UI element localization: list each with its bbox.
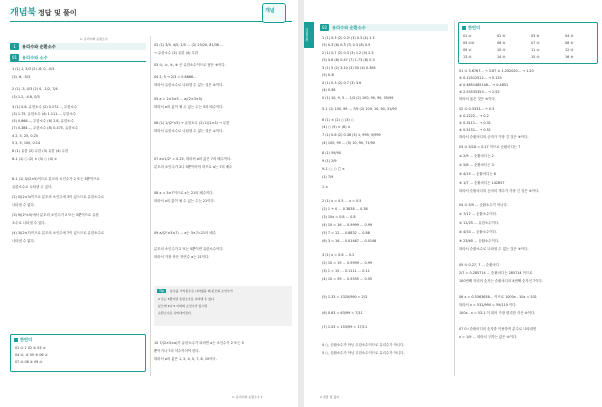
solution-line: ④ 4/15 … 순환마디는 6 (459, 172, 496, 176)
grid-cell: 10 ③ (497, 48, 506, 52)
solution-line: 06 x = 0.5363636… 이므로 1000x - 10x = 531 (459, 295, 537, 299)
grid-cell: 09 ② (463, 48, 472, 52)
side-tab-label: 정답과풀이 (304, 28, 309, 42)
solution-line: ⑤ 2.53535353… → 2.53 (459, 90, 500, 94)
solution-line: 뿐이거나 7의 약수이어야 한다. (154, 349, 200, 353)
practice-line: 07 ④ 08 ③ 09 ① (15, 360, 43, 364)
answer-line: 2 (1) 0.7 (2) 0.3 (3) 1.2 (4) 2.3 (322, 51, 374, 55)
answer-line: (4) 0.36 (322, 88, 336, 92)
answer-line: (2) 5/(2×3)이므로 분모의 소인수에 3이 있으므로 유한소수로 (12, 195, 105, 199)
logo-icon (262, 3, 286, 23)
bullet-icon (462, 26, 466, 30)
grid-cell: 12 ③ (565, 48, 574, 52)
solution-line: 04 2, 5 → 2/3 = 0.6666… (154, 75, 197, 79)
answer-line: 5 ○, 순환소수가 아닌 무한소수이므로 유리수가 아니다. (322, 351, 405, 355)
solution-line: 따라서 유한소수로 나타낼 수 없는 것은 ②이다. (154, 129, 224, 133)
solution-line: 따라서 순환마디의 숫자가 가장 긴 것은 ⑤이다. (459, 135, 529, 139)
answer-line: (6) 0.63 = 63/99 = 7/11 (322, 311, 363, 315)
solution-line: 05 ① 0.27, 7 … 순환마디 (459, 263, 500, 267)
answer-line: (4) 100, 99 … (5) 10, 90, 71/90 (322, 141, 375, 145)
grid-cell: 01 ② (463, 34, 472, 38)
answer-line: (6) 3 = 16 … 0.01467 … 0.0146 (322, 239, 377, 243)
solution-line: 10 7/(2×5×a)가 유한소수가 되려면 a는 소인수가 2 또는 5 (154, 341, 244, 345)
answer-line: 3 (1) x = 0.6 … 0.2 (322, 253, 355, 257)
answer-line: 9-1 ○, ○ □ × (322, 167, 345, 171)
practice-box (458, 22, 598, 64)
answer-line: (5) 0.3i (322, 73, 335, 77)
grid-cell: 05 ①④ (463, 41, 475, 45)
solution-line: → 유한소수 (3) 유한 (4) 무한 (154, 51, 199, 55)
solution-line: 따라서 유한소수로 나타낼 수 있는 것은 ④이다. (154, 83, 224, 87)
answer-line: 1 × (322, 185, 329, 189)
solution-line: ② 7/12 … 순환소수이다. (459, 212, 498, 216)
subunit-number: 02 (321, 25, 328, 30)
solution-line: 02 (1) 3/5, 4/5, 1/5 … (2) 23/20, 81/36 … (154, 43, 224, 47)
answer-line: 소수로 나타낼 수 있다. (12, 221, 46, 225)
answer-line: (5) 0.6 (6) 0.47 (7) 1.73 (8) 0.3 (322, 58, 375, 62)
solution-line: 09 a/(2²×3×7) … a는 3×7=21의 배수 (154, 231, 216, 235)
solution-line: 08 x = 3×7이므로 x는 21의 배수이다. (154, 191, 214, 195)
chapter-label: 1. 유리수와 순환소수 (80, 37, 108, 41)
solution-line: 01 ① 3.6767… → 3.67 ② 1.202020… → 1.20 (459, 69, 534, 73)
column-divider (454, 20, 455, 376)
answer-line: 2 (1) -3, 0/3 (2) 0, -1/2, 7/4 (12, 87, 58, 91)
grid-cell: 04 ⑤ (565, 34, 574, 38)
tip-line: 분수를 기약분수로 나타냈을 때 분모의 소인수가 (170, 289, 233, 293)
tip-line: 순환소수로 나타내어진다. (158, 311, 192, 315)
solution-line: ② 2/9 … 순환마디는 2 (459, 154, 494, 158)
grid-cell: 08 ⑤ (565, 41, 574, 45)
subunit-title: 유리수와 소수 (22, 54, 48, 60)
answer-line: (5) 1.33 = 1320/990 = 2/3 (322, 295, 368, 299)
answer-line: 5 (1) 10, 9, 3 … 1/3 (2) 100, 99, 99, 35/99 (322, 96, 394, 100)
grid-cell: 15 ③ (531, 55, 540, 59)
answer-line: (4) 10 = 16 … 0.9999 … 0.99 (322, 223, 373, 227)
answer-line: (3) 9/(2²×5)에서 분모의 소인수가 2 또는 5뿐이므로 유한 (12, 213, 99, 217)
page-footer: 2 정답 및 풀이 (320, 395, 340, 399)
left-page (0, 0, 298, 407)
solution-line: 따라서 x의 값이 될 수 있는 수는 21이다. (154, 199, 215, 203)
column-divider (150, 36, 151, 376)
solution-line: 따라서 a의 값이 될 수 있는 수는 3의 배수이다. (154, 105, 224, 109)
grid-cell: 16 ⑤ (565, 55, 574, 59)
answer-line: (1) 7/9 (322, 175, 334, 179)
answer-line: 8 (1) 59/90 (322, 151, 341, 155)
solution-line: 03 ①, ②, ③, ④ 은 유한소수이므로 답은 ⑤이다. (154, 63, 226, 67)
answer-line: 나타낼 수 없다. (12, 239, 35, 243)
solution-line: ④ 0.4851485148… → 0.4851 (459, 83, 509, 87)
practice-line: 04 ④, ⑤ 05 ⑤ 06 ② (15, 353, 48, 357)
unit-number: 1 (10, 43, 19, 50)
bullet-icon (14, 338, 18, 342)
tip-line: 2 또는 5뿐이면 유한소수로 나타낼 수 있다. (158, 297, 215, 301)
page-header-title: 정답 및 풀이 (38, 9, 77, 17)
answer-line: (5) 7 = 12 … 0.8832 … 0.88 (322, 231, 370, 235)
solution-line: 03 ① 5/18 = 0.27 이므로 순환마디는 7 (459, 145, 521, 149)
solution-line: ④ 0.5151… → 0.51 (459, 128, 491, 132)
answer-line: (3) 10x = 0.8 … 0.8 (322, 215, 356, 219)
side-tab (304, 22, 314, 48)
answer-line: 4 ○, 순환소수가 아닌 무한소수이므로 유리수가 아니다. (322, 343, 405, 347)
solution-line: 100x - x = 53.1 이 되어 가장 편리한 식은 ⑤이다. (459, 311, 536, 315)
page-footer: 1. 유리수와 순환소수 1 (232, 395, 263, 399)
solution-line: ③ 5/6 … 순환마디는 3 (459, 163, 494, 167)
grid-cell: 11 ② (531, 48, 540, 52)
solution-line: ⑤ 1/7 … 순환마디는 142857 (459, 181, 505, 185)
answer-line: (5) 0.3̇ (6) 0.3̇ (7) 0.3 (8) 0.5 (322, 43, 371, 47)
solution-line: 분모의 소인수가 2나 5뿐이어야 하므로 a는 7의 배수 (154, 165, 233, 169)
answer-line: (7) 0.384…, 무한소수 (8) 0.375, 유한소수 (12, 126, 79, 130)
answer-line: 유한소수로 나타낼 수 있다. (12, 185, 53, 189)
answer-line: 5-1 (1) 100, 99 … 7/9 (2) 100, 10, 90, 31/90 (322, 107, 397, 111)
logo-text: 개념 (265, 8, 275, 14)
solution-line: ④ 4/33 … 순환소수이다. (459, 230, 498, 234)
solution-line: ⑤ 23/60 … 순환소수이다. (459, 239, 500, 243)
grid-cell: 02 ⑤ (497, 34, 506, 38)
answer-line: 1 (1) 1, 5/3 (2) -6, 0, -5/3 (12, 67, 55, 71)
solution-line: 100번째 자리의 숫자는 순환마디의 4번째 숫자인 7이다. (459, 279, 543, 283)
answer-line: (2) 1 + 0 … 0.3838 … 0.38 (322, 207, 368, 211)
tip-line: 분모에 2나 5 이외의 소인수가 있으면 (158, 304, 208, 308)
grid-cell: 03 ⑤ (531, 34, 540, 38)
grid-cell: 06 ⑤ (497, 41, 506, 45)
answer-line: 나타낼 수 없다. (12, 203, 35, 207)
answer-line: 9 (1) 2/9 (322, 159, 337, 163)
brand-label: 개념북 (10, 8, 37, 18)
grid-cell: 14 ⑤ (497, 55, 506, 59)
answer-line: 2 (1) x = 0.5 … x = 0.5 (322, 199, 362, 203)
unit-heading (10, 43, 146, 50)
answer-line: (3) 1.2, -4.6, 0/3 (12, 95, 40, 99)
solution-line: 07 0.i 순환마디의 숫자를 이용하여 분수로 나타내면 (459, 327, 537, 331)
answer-line: 7 (1) 0.6 (2) 0.36 (3) 1, 999, 5/999 (322, 133, 381, 137)
tip-box (154, 286, 292, 326)
header-rule (10, 21, 292, 22)
solution-line: 따라서 x = 531/990 = 59/110 이다. (459, 303, 517, 307)
answer-line: (3) 1 = 15 … 0.1111 … 0.11 (322, 269, 370, 273)
practice-title: 한번더 (468, 24, 481, 30)
solution-line: 따라서 가장 작은 자연수 a는 21이다. (154, 255, 210, 259)
practice-box (10, 334, 146, 372)
solution-line: 따라서 a의 값은 1, 2, 4, 5, 7, 8, 10이다. (154, 357, 217, 361)
solution-line: 2/7 = 0.285714 … 순환마디는 285714 이므로 (459, 271, 533, 275)
solution-line: 05 a = 2×3×5 … a/(2×3×5) (154, 97, 203, 101)
answer-line: 3 (1) 5 (2) 3,10 (3) 50 (4) 0.365 (322, 66, 376, 70)
answer-line: 3 (1) 0.6, 유한소수 (2) 0.272…, 무한소수 (12, 105, 78, 109)
answer-line: 4 2, 5, 25, 0.25 (12, 134, 38, 138)
solution-line: ③ 0.3111… → 0.31 (459, 121, 491, 125)
solution-line: ③ 0.12512512… → 0.125 (459, 76, 502, 80)
answer-line: (2) 10 = 19 … 0.9999 … 0.99 (322, 261, 373, 265)
solution-line: x = 1/9 … 따라서 구하는 값은 ⑤이다. (459, 335, 518, 339)
solution-line: 06 (1) 1/(2²×5) → 유한소수 (2) 1/(2×3) → 무한 (154, 121, 230, 125)
subunit-heading (320, 24, 448, 31)
unit-title: 유리수와 순환소수 (22, 43, 56, 49)
right-page (304, 0, 602, 407)
answer-line: (4) 10 = 59 … 0.5555 … 0.55 (322, 277, 373, 281)
subunit-heading (10, 54, 146, 62)
solution-line: 따라서 순환마디의 숫자의 개수가 가장 긴 것은 ⑤이다. (459, 189, 540, 193)
grid-cell: 13 ④ (463, 55, 472, 59)
answer-line: (4) 3/(2×7)이므로 분모의 소인수에 7이 있으므로 유한소수로 (12, 231, 105, 235)
solution-line: ③ 11/25 … 유한소수이다. (459, 221, 500, 225)
answer-line: (7) 1.53 = 153/99 = 17/11 (322, 325, 368, 329)
answer-line: 5 2, 5, 100, 0.14 (12, 141, 41, 145)
solution-line: 분모의 소인수가 2 또는 5뿐이면 유한소수이다. (154, 247, 224, 251)
answer-line: (3) 1.75, 유한소수 (4) 1.111…, 무한소수 (12, 112, 76, 116)
answer-line: (4) ○ (5) × (6) × (322, 125, 351, 129)
practice-title: 한번더 (20, 336, 33, 342)
tip-label: Tip (159, 288, 165, 293)
solution-line: 04 ① 5/9 … 순환소수가 아니다. (459, 203, 508, 207)
solution-line: 07 a×1/2² = 0.25, 따라서 a의 값은 7의 배수이다. (154, 157, 232, 161)
answer-line: 4 (1) 0.3 (2) 0.7 (3) 3.6 (322, 81, 362, 85)
subunit-title: 유리수와 순환소수 (332, 24, 366, 30)
answer-line: 6-1 (1) 3/(2×5)이므로 분모의 소인수가 2 또는 5뿐이므로 (12, 177, 100, 181)
solution-line: ② 0.2222… → 0.2 (459, 114, 489, 118)
answer-line: (3) -6, -5/3 (12, 75, 31, 79)
solution-line: 따라서 순환소수로 나타낼 수 없는 것은 ③이다. (459, 247, 529, 251)
solution-line: 따라서 옳은 것은 ⑤이다. (459, 97, 496, 101)
answer-line: 6 (1) × (2) ○ (3) ○ (322, 118, 354, 122)
practice-line: 01 ① 2 02 ③ 03 ② (15, 346, 46, 350)
answer-line: 1 (1) 0.3 (2) 0.2i (3) 0.3 (4) 1.3 (322, 36, 375, 40)
answer-line: 6 (1) 유한 (2) 무한 (3) 유한 (4) 무한 (12, 149, 69, 153)
grid-cell: 07 ③ (531, 41, 540, 45)
answer-line: (5) 0.666…, 무한소수 (6) 2.8, 유한소수 (12, 119, 74, 123)
subunit-number: 01 (11, 55, 18, 60)
solution-line: 02 ① 0.3333… → 0.3 (459, 107, 495, 111)
answer-line: 6-1 (1) ○ (2) × (3) ○ (4) × (12, 157, 57, 161)
